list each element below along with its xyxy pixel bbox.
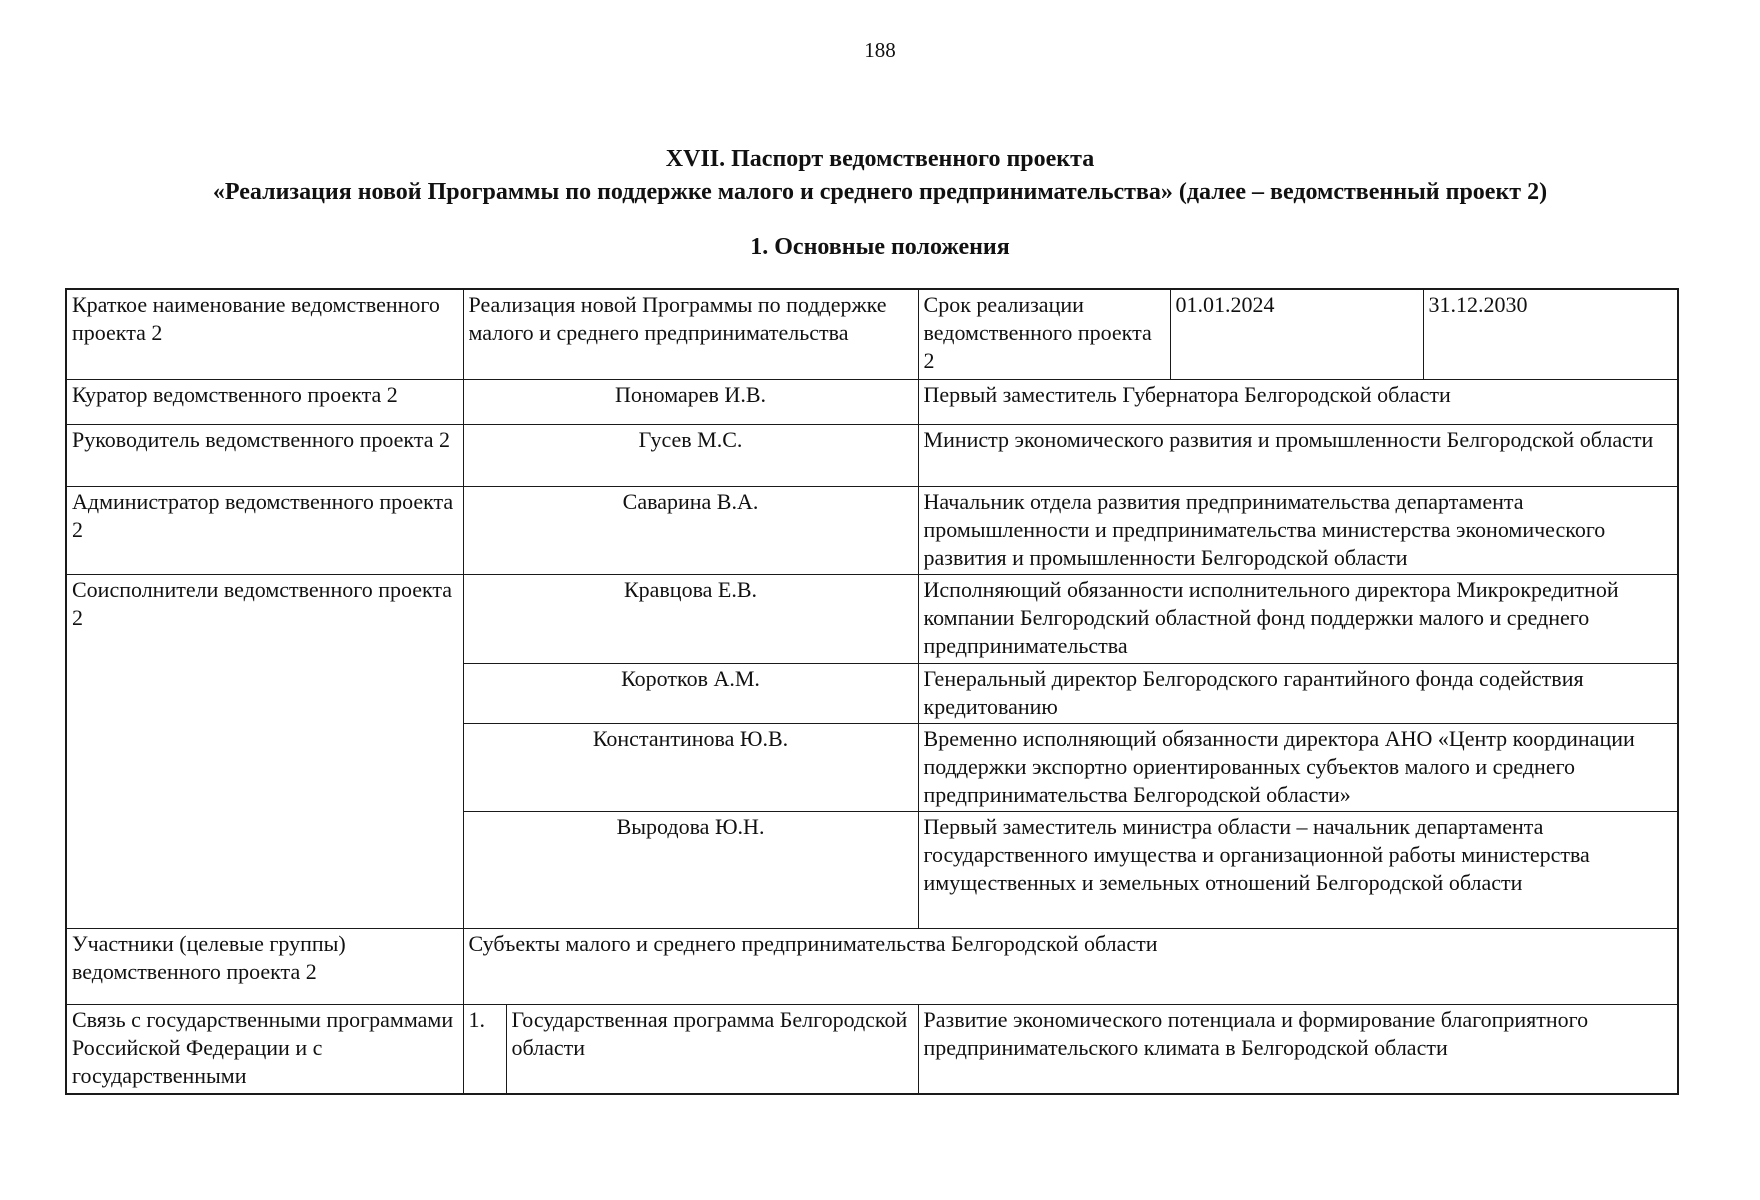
curator-name: Пономарев И.В.	[463, 379, 918, 424]
administrator-position: Начальник отдела развития предпринимательства департамента промышленности и предпринимательства министерства экономического развития и промышленности Белгородской области	[918, 486, 1678, 574]
participants-value: Субъекты малого и среднего предпринимательства Белгородской области	[463, 928, 1678, 1004]
short-name-value: Реализация новой Программы по поддержке малого и среднего предпринимательства	[463, 289, 918, 379]
administrator-label: Администратор ведомственного проекта 2	[66, 486, 463, 574]
title-line-2: «Реализация новой Программы по поддержке малого и среднего предпринимательства» (далее – ведомственный проект 2)	[212, 179, 1548, 205]
coexecutor-name: Выродова Ю.Н.	[463, 811, 918, 928]
short-name-label: Краткое наименование ведомственного проекта 2	[66, 289, 463, 379]
title-line-1: XVII. Паспорт ведомственного проекта	[665, 146, 1095, 172]
table-row-links	[66, 1004, 1678, 1094]
table-row-head	[66, 424, 1678, 486]
table-row-short-name	[66, 289, 1678, 379]
head-name: Гусев М.С.	[463, 424, 918, 486]
links-number: 1.	[463, 1004, 506, 1094]
administrator-name: Саварина В.А.	[463, 486, 918, 574]
coexecutor-position: Исполняющий обязанности исполнительного директора Микрокредитной компании Белгородский областной фонд поддержки малого и среднего предпринимательства	[918, 574, 1678, 663]
table-row-administrator	[66, 486, 1678, 574]
coexecutors-label: Соисполнители ведомственного проекта 2	[66, 574, 463, 928]
links-label: Связь с государственными программами Российской Федерации и с государственными	[66, 1004, 463, 1094]
coexecutor-name: Кравцова Е.В.	[463, 574, 918, 663]
start-date: 01.01.2024	[1170, 289, 1423, 379]
section-heading: 1. Основные положения	[750, 234, 1010, 260]
curator-label: Куратор ведомственного проекта 2	[66, 379, 463, 424]
page-number: 188	[864, 38, 896, 62]
head-position: Министр экономического развития и промышленности Белгородской области	[918, 424, 1678, 486]
coexecutor-position: Временно исполняющий обязанности директора АНО «Центр координации поддержки экспортно ориентированных субъектов малого и среднего предпринимательства Белгородской области»	[918, 723, 1678, 811]
table-row-coexecutor-1	[66, 574, 1678, 663]
term-label: Срок реализации ведомственного проекта 2	[918, 289, 1170, 379]
end-date: 31.12.2030	[1423, 289, 1678, 379]
head-label: Руководитель ведомственного проекта 2	[66, 424, 463, 486]
coexecutor-name: Константинова Ю.В.	[463, 723, 918, 811]
participants-label: Участники (целевые группы) ведомственного проекта 2	[66, 928, 463, 1004]
document-title	[0, 143, 1760, 209]
curator-position: Первый заместитель Губернатора Белгородской области	[918, 379, 1678, 424]
passport-table	[65, 288, 1679, 1095]
coexecutor-name: Коротков А.М.	[463, 663, 918, 723]
coexecutor-position: Генеральный директор Белгородского гарантийного фонда содействия кредитованию	[918, 663, 1678, 723]
table-row-curator	[66, 379, 1678, 424]
coexecutor-position: Первый заместитель министра области – начальник департамента государственного имущества и организационной работы министерства имущественных и земельных отношений Белгородской области	[918, 811, 1678, 928]
links-program-name: Развитие экономического потенциала и формирование благоприятного предпринимательского климата в Белгородской области	[918, 1004, 1678, 1094]
table-row-participants	[66, 928, 1678, 1004]
links-program: Государственная программа Белгородской области	[506, 1004, 918, 1094]
